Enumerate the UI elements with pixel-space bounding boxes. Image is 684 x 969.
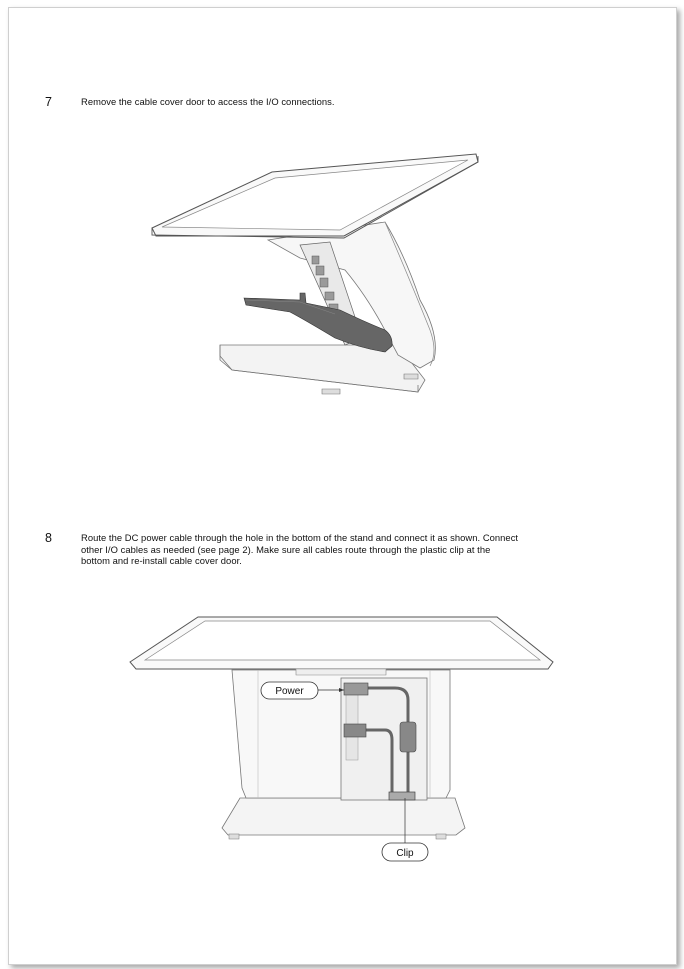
step-8-number: 8 <box>45 531 52 545</box>
clip-callout-label: Clip <box>396 848 414 859</box>
step-8-text-line-2: other I/O cables as needed (see page 2). Make sure all cables route through the plastic clip at the <box>81 543 491 555</box>
step-8-text-line-1: Route the DC power cable through the hole in the bottom of the stand and connect it as shown. Connect <box>81 532 519 543</box>
step-7-number: 7 <box>45 95 52 109</box>
power-callout-label: Power <box>275 686 304 697</box>
step-8-text-line-3: bottom and re-install cable cover door. <box>81 555 242 566</box>
step-7-text: Remove the cable cover door to access the I/O connections. <box>81 96 335 107</box>
